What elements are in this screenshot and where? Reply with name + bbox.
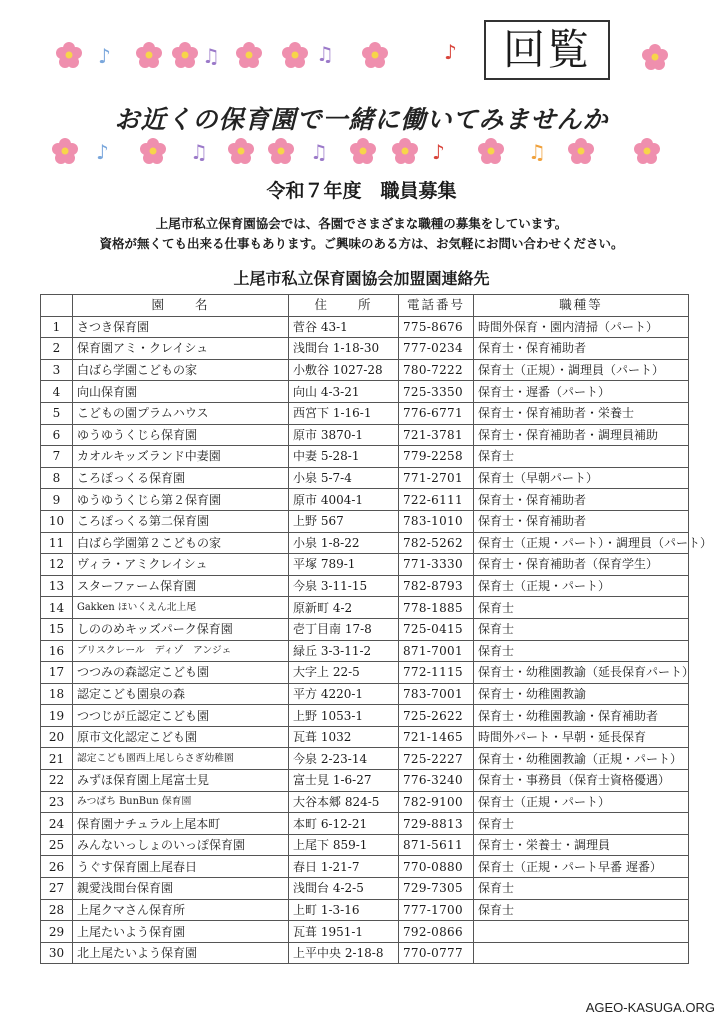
nursery-name: 認定こども園泉の森 bbox=[73, 683, 289, 705]
nursery-phone: 783-1010 bbox=[399, 510, 474, 532]
column-header-phone: 電話番号 bbox=[399, 295, 474, 317]
music-note-icon: ♪ bbox=[96, 140, 109, 164]
flower-icon bbox=[390, 136, 420, 166]
nursery-address: 上尾下 859-1 bbox=[289, 834, 399, 856]
nursery-name: つつみの森認定こども園 bbox=[73, 662, 289, 684]
nursery-address: 本町 6-12-21 bbox=[289, 813, 399, 835]
job-types: 保育士・事務員（保育士資格優遇） bbox=[474, 770, 689, 792]
table-row bbox=[41, 510, 689, 532]
row-number: 16 bbox=[41, 640, 73, 662]
music-note-icon: ♪ bbox=[432, 140, 445, 164]
table-row bbox=[41, 446, 689, 468]
job-types: 保育士・保育補助者・調理員補助 bbox=[474, 424, 689, 446]
table-row bbox=[41, 856, 689, 878]
row-number: 15 bbox=[41, 618, 73, 640]
table-row bbox=[41, 402, 689, 424]
nursery-name: 北上尾たいよう保育園 bbox=[73, 942, 289, 964]
nursery-address: 平方 4220-1 bbox=[289, 683, 399, 705]
nursery-phone: 725-2227 bbox=[399, 748, 474, 770]
job-types: 保育士 bbox=[474, 618, 689, 640]
job-types: 保育士・幼稚園教諭（延長保育パート） bbox=[474, 662, 689, 684]
music-note-icon: ♪ bbox=[444, 40, 457, 64]
table-row bbox=[41, 878, 689, 900]
flower-icon bbox=[632, 136, 662, 166]
nursery-name: ころぽっくる第二保育園 bbox=[73, 510, 289, 532]
nursery-phone: 770-0880 bbox=[399, 856, 474, 878]
row-number: 19 bbox=[41, 705, 73, 727]
flower-icon bbox=[134, 40, 164, 70]
nursery-phone: 782-8793 bbox=[399, 575, 474, 597]
row-number: 10 bbox=[41, 510, 73, 532]
nursery-name: 保育園アミ・クレイシュ bbox=[73, 338, 289, 360]
flower-icon bbox=[640, 42, 670, 72]
nursery-phone: 725-3350 bbox=[399, 381, 474, 403]
nursery-phone: 776-6771 bbox=[399, 402, 474, 424]
nursery-name: Gakken ほいくえん北上尾 bbox=[73, 597, 289, 619]
flower-icon bbox=[266, 136, 296, 166]
job-types: 保育士・遅番（パート） bbox=[474, 381, 689, 403]
table-row bbox=[41, 575, 689, 597]
job-types: 保育士 bbox=[474, 813, 689, 835]
table-row bbox=[41, 424, 689, 446]
nursery-address: 春日 1-21-7 bbox=[289, 856, 399, 878]
row-number: 20 bbox=[41, 726, 73, 748]
nursery-name: 認定こども園西上尾しらさぎ幼稚園 bbox=[73, 748, 289, 770]
nursery-address: 上野 1053-1 bbox=[289, 705, 399, 727]
job-types: 保育士（正規・パート） bbox=[474, 791, 689, 813]
nursery-name: 向山保育園 bbox=[73, 381, 289, 403]
nursery-address: 壱丁目南 17-8 bbox=[289, 618, 399, 640]
nursery-address: 西宮下 1-16-1 bbox=[289, 402, 399, 424]
flower-icon bbox=[54, 40, 84, 70]
nursery-phone: 725-0415 bbox=[399, 618, 474, 640]
job-types: 保育士（正規・パート） bbox=[474, 575, 689, 597]
row-number: 2 bbox=[41, 338, 73, 360]
job-types: 保育士（正規・パート）・調理員（パート） bbox=[474, 532, 689, 554]
table-row bbox=[41, 359, 689, 381]
job-types: 保育士・栄養士・調理員 bbox=[474, 834, 689, 856]
job-types: 保育士・保育補助者 bbox=[474, 489, 689, 511]
row-number: 22 bbox=[41, 770, 73, 792]
nursery-address: 原新町 4-2 bbox=[289, 597, 399, 619]
row-number: 5 bbox=[41, 402, 73, 424]
job-types: 保育士 bbox=[474, 446, 689, 468]
nursery-name: ブリスクレール ディゾ アンジェ bbox=[73, 640, 289, 662]
row-number: 4 bbox=[41, 381, 73, 403]
nursery-name: 上尾クマさん保育所 bbox=[73, 899, 289, 921]
nursery-address: 小泉 5-7-4 bbox=[289, 467, 399, 489]
intro-line-1: 上尾市私立保育園協会では、各園でさまざまな職種の募集をしています。 bbox=[155, 216, 568, 231]
nursery-phone: 776-3240 bbox=[399, 770, 474, 792]
row-number: 8 bbox=[41, 467, 73, 489]
nursery-phone: 782-5262 bbox=[399, 532, 474, 554]
nursery-address: 向山 4-3-21 bbox=[289, 381, 399, 403]
nursery-name: しののめキッズパーク保育園 bbox=[73, 618, 289, 640]
nursery-address: 上町 1-3-16 bbox=[289, 899, 399, 921]
nursery-address: 中妻 5-28-1 bbox=[289, 446, 399, 468]
flower-icon bbox=[138, 136, 168, 166]
job-types: 時間外パート・早朝・延長保育 bbox=[474, 726, 689, 748]
nursery-address: 上野 567 bbox=[289, 510, 399, 532]
nursery-name: みずほ保育園上尾富士見 bbox=[73, 770, 289, 792]
flower-icon bbox=[566, 136, 596, 166]
nursery-name: 白ばら学園第２こどもの家 bbox=[73, 532, 289, 554]
table-row bbox=[41, 554, 689, 576]
nursery-address: 大谷本郷 824-5 bbox=[289, 791, 399, 813]
row-number: 13 bbox=[41, 575, 73, 597]
row-number: 9 bbox=[41, 489, 73, 511]
nursery-phone: 721-1465 bbox=[399, 726, 474, 748]
job-types bbox=[474, 921, 689, 943]
nursery-phone: 871-5611 bbox=[399, 834, 474, 856]
job-types: 保育士・保育補助者（保育学生） bbox=[474, 554, 689, 576]
table-header-row bbox=[41, 295, 689, 317]
table-row bbox=[41, 338, 689, 360]
job-types: 保育士・幼稚園教諭（正規・パート） bbox=[474, 748, 689, 770]
job-types: 保育士・保育補助者 bbox=[474, 510, 689, 532]
nursery-name: ころぽっくる保育園 bbox=[73, 467, 289, 489]
table-row bbox=[41, 316, 689, 338]
row-number: 1 bbox=[41, 316, 73, 338]
column-header-number bbox=[41, 295, 73, 317]
nursery-name: 白ばら学園こどもの家 bbox=[73, 359, 289, 381]
flower-icon bbox=[280, 40, 310, 70]
nursery-phone: 772-1115 bbox=[399, 662, 474, 684]
table-row bbox=[41, 467, 689, 489]
nursery-phone: 783-7001 bbox=[399, 683, 474, 705]
flower-icon bbox=[50, 136, 80, 166]
row-number: 3 bbox=[41, 359, 73, 381]
intro-line-2: 資格が無くても出来る仕事もあります。ご興味のある方は、お気軽にお問い合わせください。 bbox=[99, 236, 624, 251]
flower-icon bbox=[476, 136, 506, 166]
row-number: 21 bbox=[41, 748, 73, 770]
nursery-address: 小泉 1-8-22 bbox=[289, 532, 399, 554]
row-number: 27 bbox=[41, 878, 73, 900]
flower-icon bbox=[234, 40, 264, 70]
page-title: 令和７年度 職員募集 bbox=[266, 180, 457, 202]
row-number: 23 bbox=[41, 791, 73, 813]
nursery-phone: 729-7305 bbox=[399, 878, 474, 900]
nursery-phone: 780-7222 bbox=[399, 359, 474, 381]
nursery-phone: 777-0234 bbox=[399, 338, 474, 360]
table-row bbox=[41, 662, 689, 684]
music-note-icon: ♪ bbox=[98, 44, 111, 68]
nursery-name: 上尾たいよう保育園 bbox=[73, 921, 289, 943]
nursery-phone: 871-7001 bbox=[399, 640, 474, 662]
table-row bbox=[41, 381, 689, 403]
nursery-name: うぐす保育園上尾春日 bbox=[73, 856, 289, 878]
nursery-phone: 792-0866 bbox=[399, 921, 474, 943]
table-row bbox=[41, 942, 689, 964]
nursery-address: 富士見 1-6-27 bbox=[289, 770, 399, 792]
nursery-name: スターファーム保育園 bbox=[73, 575, 289, 597]
row-number: 17 bbox=[41, 662, 73, 684]
row-number: 12 bbox=[41, 554, 73, 576]
music-note-icon: ♫ bbox=[528, 140, 546, 164]
row-number: 28 bbox=[41, 899, 73, 921]
nursery-phone: 778-1885 bbox=[399, 597, 474, 619]
row-number: 24 bbox=[41, 813, 73, 835]
nursery-address: 浅間台 1-18-30 bbox=[289, 338, 399, 360]
job-types: 保育士・幼稚園教諭・保育補助者 bbox=[474, 705, 689, 727]
headline: お近くの保育園で一緒に働いてみませんか bbox=[114, 105, 609, 134]
nursery-phone: 721-3781 bbox=[399, 424, 474, 446]
nursery-name: 保育園ナチュラル上尾本町 bbox=[73, 813, 289, 835]
row-number: 11 bbox=[41, 532, 73, 554]
table-row bbox=[41, 791, 689, 813]
nursery-address: 今泉 3-11-15 bbox=[289, 575, 399, 597]
nursery-name: こどもの園プラムハウス bbox=[73, 402, 289, 424]
nursery-address: 今泉 2-23-14 bbox=[289, 748, 399, 770]
job-types: 保育士・幼稚園教諭 bbox=[474, 683, 689, 705]
job-types: 保育士（正規・パート早番 遅番） bbox=[474, 856, 689, 878]
job-types: 保育士 bbox=[474, 640, 689, 662]
column-header-address: 住 所 bbox=[289, 295, 399, 317]
nursery-phone: 770-0777 bbox=[399, 942, 474, 964]
nursery-name: カオルキッズランド中妻園 bbox=[73, 446, 289, 468]
nursery-contact-table bbox=[40, 294, 713, 964]
decoration-bottom bbox=[40, 136, 680, 164]
job-types: 保育士・保育補助者・栄養士 bbox=[474, 402, 689, 424]
job-types: 保育士 bbox=[474, 878, 689, 900]
column-header-name: 園 名 bbox=[73, 295, 289, 317]
row-number: 25 bbox=[41, 834, 73, 856]
nursery-name: みんないっしょのいっぽ保育園 bbox=[73, 834, 289, 856]
table-row bbox=[41, 899, 689, 921]
row-number: 14 bbox=[41, 597, 73, 619]
nursery-name: ゆうゆうくじら第２保育園 bbox=[73, 489, 289, 511]
nursery-phone: 729-8813 bbox=[399, 813, 474, 835]
nursery-name: ゆうゆうくじら保育園 bbox=[73, 424, 289, 446]
nursery-address: 平塚 789-1 bbox=[289, 554, 399, 576]
job-types: 時間外保育・園内清掃（パート） bbox=[474, 316, 689, 338]
nursery-phone: 725-2622 bbox=[399, 705, 474, 727]
nursery-address: 原市 4004-1 bbox=[289, 489, 399, 511]
row-number: 30 bbox=[41, 942, 73, 964]
nursery-address: 緑丘 3-3-11-2 bbox=[289, 640, 399, 662]
table-row bbox=[41, 597, 689, 619]
table-row bbox=[41, 683, 689, 705]
row-number: 29 bbox=[41, 921, 73, 943]
nursery-phone: 771-2701 bbox=[399, 467, 474, 489]
nursery-phone: 782-9100 bbox=[399, 791, 474, 813]
nursery-name: さつき保育園 bbox=[73, 316, 289, 338]
nursery-address: 原市 3870-1 bbox=[289, 424, 399, 446]
nursery-address: 菅谷 43-1 bbox=[289, 316, 399, 338]
nursery-address: 小敷谷 1027-28 bbox=[289, 359, 399, 381]
music-note-icon: ♫ bbox=[202, 44, 220, 68]
job-types: 保育士 bbox=[474, 899, 689, 921]
job-types: 保育士・保育補助者 bbox=[474, 338, 689, 360]
row-number: 7 bbox=[41, 446, 73, 468]
table-row bbox=[41, 705, 689, 727]
table-row bbox=[41, 640, 689, 662]
nursery-phone: 722-6111 bbox=[399, 489, 474, 511]
flower-icon bbox=[170, 40, 200, 70]
nursery-name: つつじが丘認定こども園 bbox=[73, 705, 289, 727]
row-number: 26 bbox=[41, 856, 73, 878]
job-types: 保育士（早朝パート） bbox=[474, 467, 689, 489]
nursery-name: ヴィラ・アミクレイシュ bbox=[73, 554, 289, 576]
nursery-address: 瓦葺 1951-1 bbox=[289, 921, 399, 943]
nursery-phone: 771-3330 bbox=[399, 554, 474, 576]
nursery-address: 瓦葺 1032 bbox=[289, 726, 399, 748]
table-row bbox=[41, 834, 689, 856]
footer-site-name: AGEO-KASUGA.ORG bbox=[585, 1000, 715, 1015]
nursery-address: 大字上 22-5 bbox=[289, 662, 399, 684]
table-row bbox=[41, 618, 689, 640]
flower-icon bbox=[360, 40, 390, 70]
nursery-name: みつばち BunBun 保育園 bbox=[73, 791, 289, 813]
column-header-jobs: 職種等 bbox=[474, 295, 689, 317]
nursery-name: 原市文化認定こども園 bbox=[73, 726, 289, 748]
job-types bbox=[474, 942, 689, 964]
nursery-address: 浅間台 4-2-5 bbox=[289, 878, 399, 900]
nursery-name: 親愛浅間台保育園 bbox=[73, 878, 289, 900]
table-row bbox=[41, 726, 689, 748]
flower-icon bbox=[226, 136, 256, 166]
nursery-phone: 779-2258 bbox=[399, 446, 474, 468]
table-row bbox=[41, 813, 689, 835]
music-note-icon: ♫ bbox=[316, 42, 334, 66]
music-note-icon: ♫ bbox=[310, 140, 328, 164]
nursery-phone: 777-1700 bbox=[399, 899, 474, 921]
job-types: 保育士 bbox=[474, 597, 689, 619]
table-row bbox=[41, 770, 689, 792]
circulation-stamp: 回覧 bbox=[484, 20, 610, 80]
nursery-address: 上平中央 2-18-8 bbox=[289, 942, 399, 964]
nursery-phone: 775-8676 bbox=[399, 316, 474, 338]
table-body bbox=[41, 316, 713, 964]
table-row bbox=[41, 532, 689, 554]
table-row bbox=[41, 921, 689, 943]
flower-icon bbox=[348, 136, 378, 166]
table-row bbox=[41, 748, 689, 770]
table-row bbox=[41, 489, 689, 511]
job-types: 保育士（正規）・調理員（パート） bbox=[474, 359, 689, 381]
table-title: 上尾市私立保育園協会加盟園連絡先 bbox=[233, 269, 490, 288]
row-number: 6 bbox=[41, 424, 73, 446]
music-note-icon: ♫ bbox=[190, 140, 208, 164]
row-number: 18 bbox=[41, 683, 73, 705]
